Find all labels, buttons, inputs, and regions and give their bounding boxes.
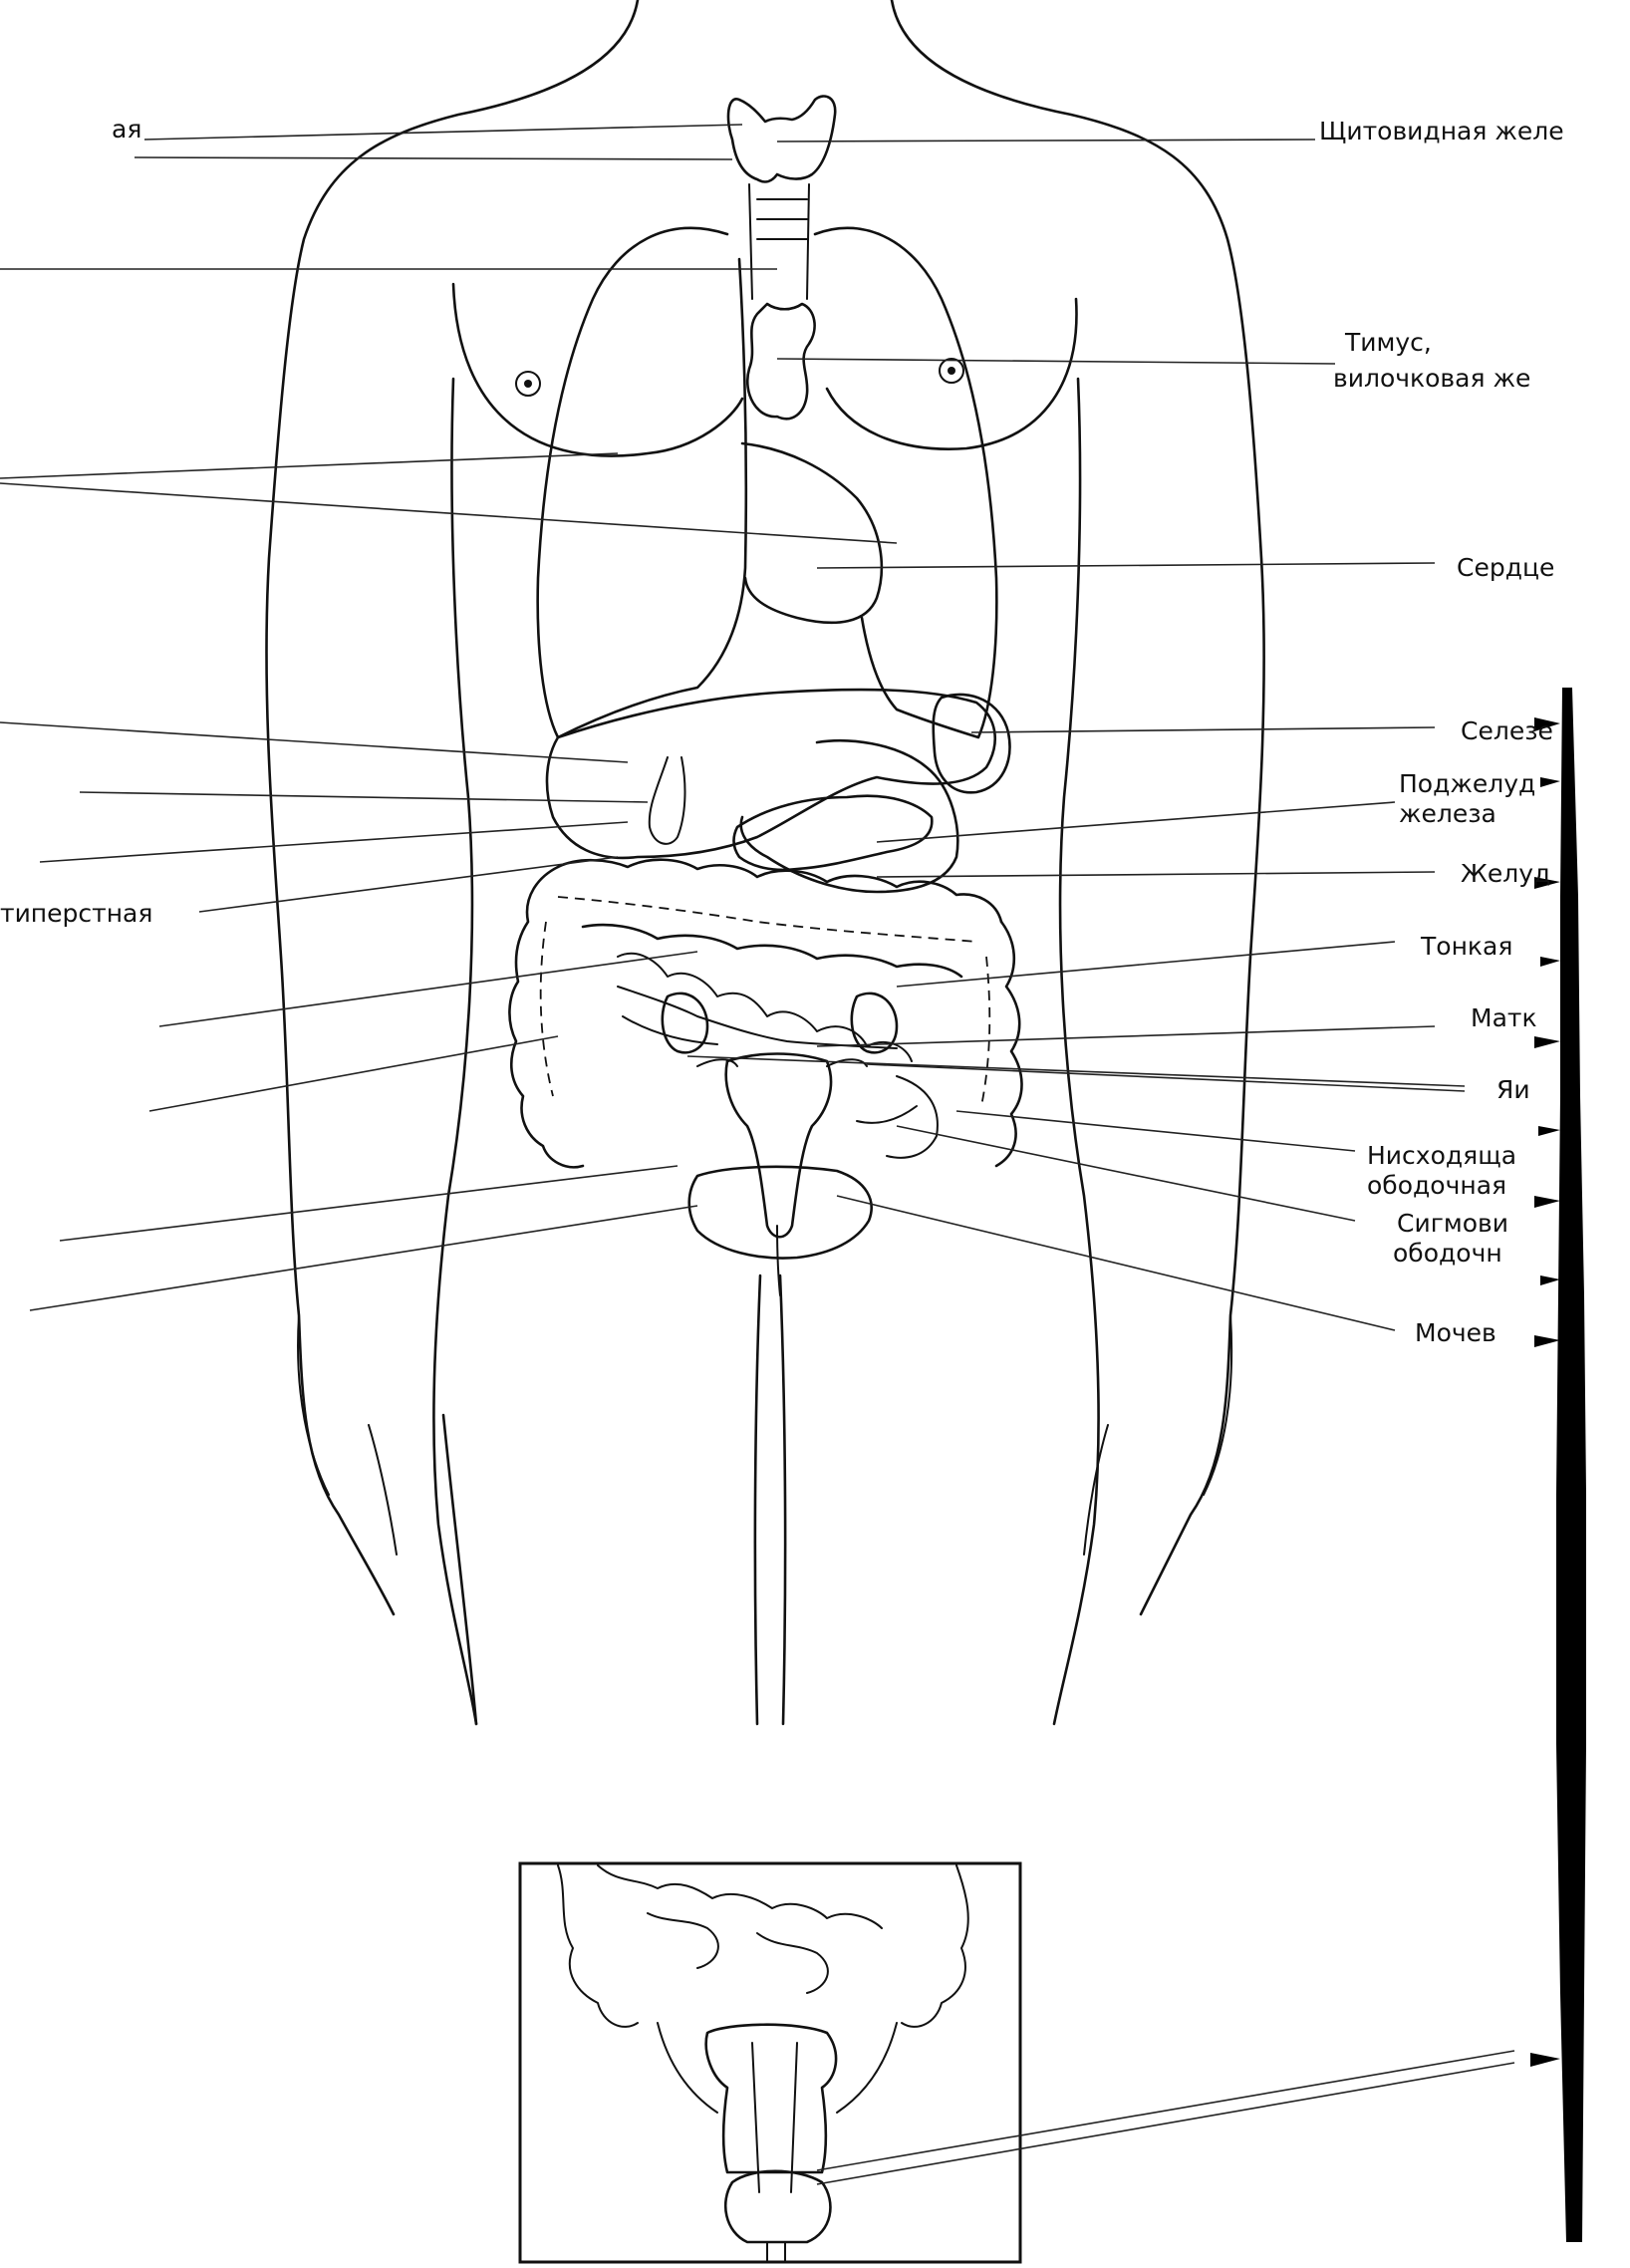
label-thymus-line1: Тимус, xyxy=(1345,328,1432,357)
label-pancreas-line2: железа xyxy=(1399,799,1496,828)
label-uterus: Матк xyxy=(1471,1003,1537,1032)
label-sigmoid-line2: ободочн xyxy=(1393,1239,1502,1268)
label-thyroid: Щитовидная желе xyxy=(1319,117,1564,145)
label-thymus-line2: вилочковая же xyxy=(1333,364,1531,393)
heart xyxy=(742,443,882,623)
label-ovary: Яи xyxy=(1496,1075,1530,1104)
label-stomach: Желуд xyxy=(1461,859,1551,888)
label-heart: Сердце xyxy=(1457,553,1555,582)
bladder xyxy=(689,1167,872,1259)
thymus xyxy=(747,304,814,419)
leader-lines-left xyxy=(0,125,897,1310)
label-descending-line2: ободочная xyxy=(1367,1171,1507,1200)
scan-edge xyxy=(1530,688,1586,2242)
labels-right xyxy=(1319,117,1564,1347)
labels-left xyxy=(0,115,152,928)
trachea xyxy=(749,184,809,299)
body-outline xyxy=(266,0,1263,1724)
sigmoid-colon xyxy=(857,1076,938,1158)
label-left-top: ая xyxy=(112,115,142,143)
label-sigmoid-line1: Сигмови xyxy=(1397,1209,1508,1238)
thyroid-gland xyxy=(728,96,835,181)
inset-male-pelvis xyxy=(520,1863,1514,2262)
label-left-duodenum: типерстная xyxy=(0,899,153,928)
label-pancreas-line1: Поджелуд xyxy=(1399,769,1536,798)
ovaries xyxy=(663,993,897,1052)
label-spleen: Селезе xyxy=(1461,716,1553,745)
label-descending-line1: Нисходяща xyxy=(1367,1141,1517,1170)
label-small-intestine: Тонкая xyxy=(1421,932,1513,961)
label-bladder: Мочев xyxy=(1415,1318,1496,1347)
